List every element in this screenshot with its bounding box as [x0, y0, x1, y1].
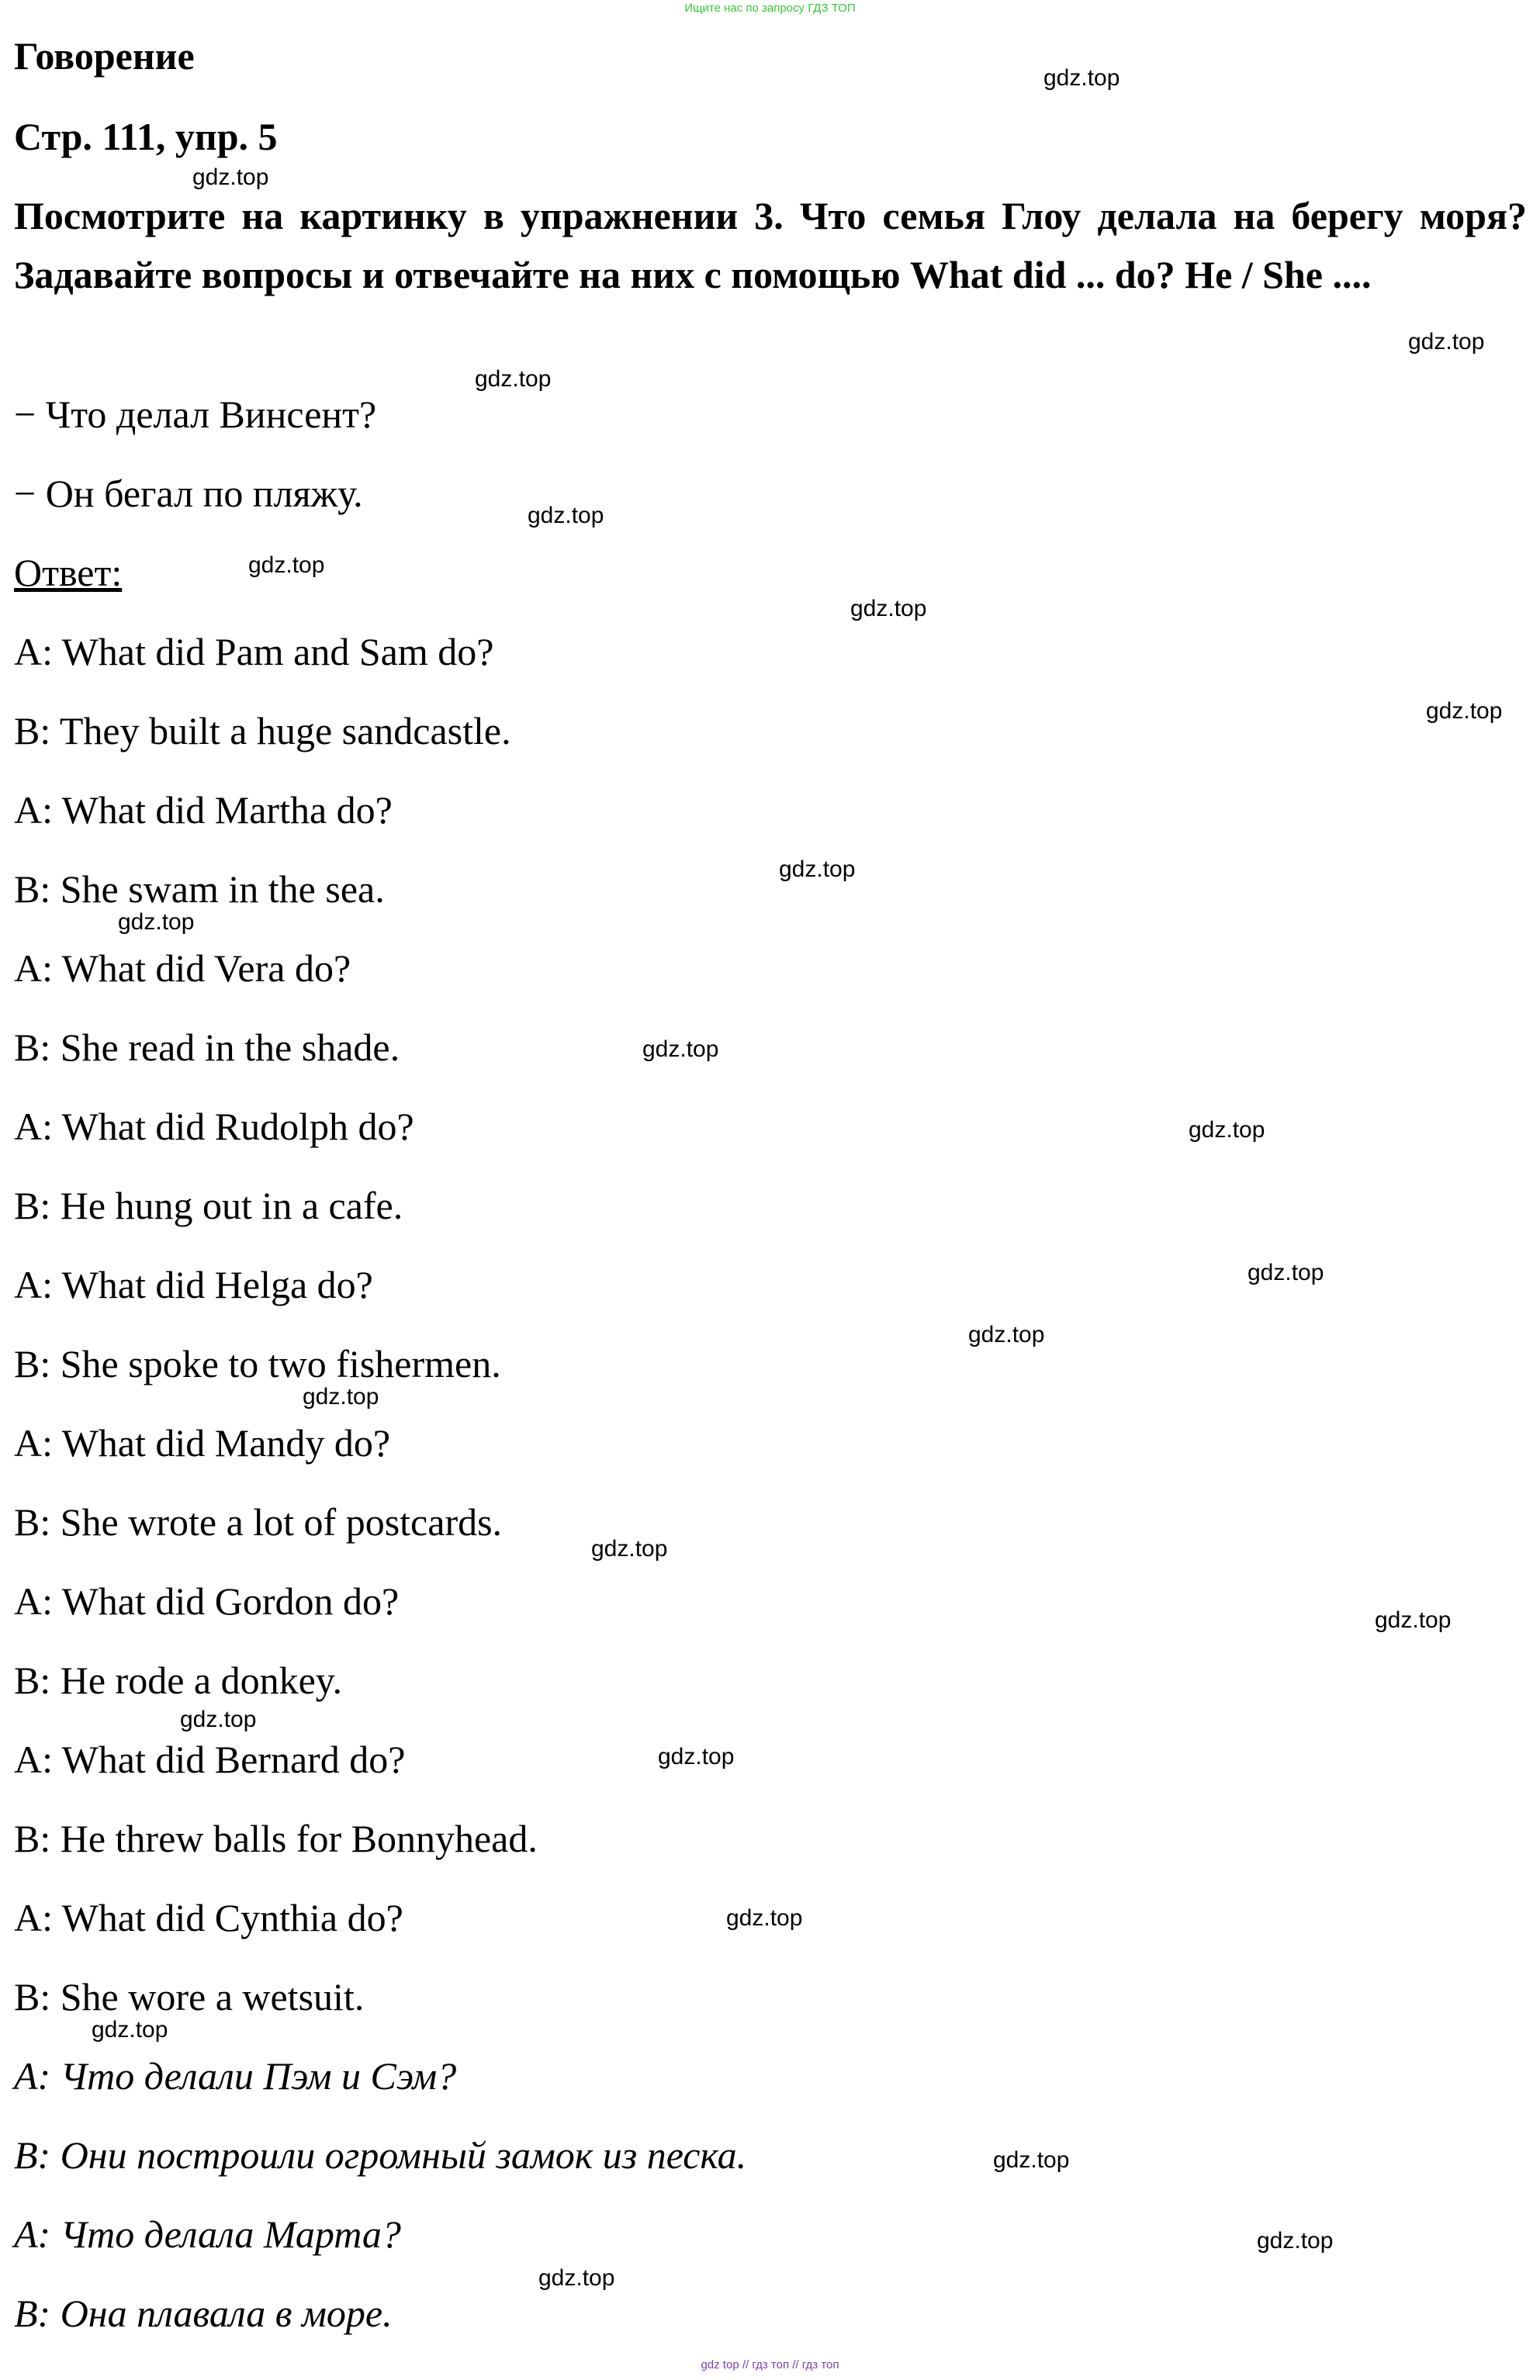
example-answer: − Он бегал по пляжу.: [14, 472, 363, 515]
watermark: gdz.top: [591, 1536, 668, 1562]
watermark: gdz.top: [192, 164, 269, 190]
watermark: gdz.top: [779, 856, 856, 882]
section-heading: Говорение: [14, 34, 195, 78]
translation-line: B: Она плавала в море.: [14, 2292, 393, 2335]
watermark: gdz.top: [642, 1036, 719, 1062]
watermark: gdz.top: [850, 596, 927, 621]
watermark: gdz.top: [180, 1707, 257, 1732]
translation-line: A: Что делала Марта?: [14, 2212, 401, 2256]
translation-line: A: Что делали Пэм и Сэм?: [14, 2054, 457, 2098]
dialogue-line: B: He hung out in a cafe.: [14, 1184, 403, 1227]
watermark: gdz.top: [118, 909, 195, 935]
dialogue-line: A: What did Gordon do?: [14, 1579, 400, 1623]
dialogue-line: A: What did Vera do?: [14, 946, 351, 990]
watermark: gdz.top: [528, 503, 604, 528]
dialogue-line: A: What did Helga do?: [14, 1263, 373, 1306]
watermark: gdz.top: [303, 1384, 379, 1410]
answer-label: Ответ:: [14, 551, 123, 594]
watermark: gdz.top: [1248, 1260, 1324, 1285]
watermark: gdz.top: [92, 2017, 168, 2043]
translation-line: B: Они построили огромный замок из песка.: [14, 2133, 747, 2177]
dialogue-line: B: She spoke to two fishermen.: [14, 1342, 501, 1385]
watermark: gdz.top: [538, 2265, 615, 2291]
top-banner: Ищите нас по запросу ГДЗ ТОП: [684, 2, 856, 15]
watermark: gdz.top: [1189, 1117, 1265, 1143]
watermark: gdz.top: [1043, 65, 1120, 91]
dialogue-line: B: She wore a wetsuit.: [14, 1975, 365, 2019]
watermark: gdz.top: [1408, 329, 1485, 355]
watermark: gdz.top: [993, 2147, 1070, 2173]
watermark: gdz.top: [1257, 2228, 1334, 2254]
dialogue-line: B: She read in the shade.: [14, 1026, 400, 1069]
watermark: gdz.top: [1375, 1607, 1452, 1633]
dialogue-line: A: What did Mandy do?: [14, 1421, 391, 1465]
dialogue-line: A: What did Cynthia do?: [14, 1896, 403, 1939]
watermark: gdz.top: [658, 1744, 735, 1769]
dialogue-line: B: She wrote a lot of postcards.: [14, 1500, 503, 1544]
watermark: gdz.top: [248, 552, 325, 578]
bottom-banner: gdz top // гдз топ // гдз топ: [701, 2358, 839, 2371]
watermark: gdz.top: [726, 1905, 803, 1931]
watermark: gdz.top: [968, 1322, 1045, 1347]
dialogue-line: A: What did Martha do?: [14, 788, 393, 832]
watermark: gdz.top: [475, 366, 552, 392]
example-question: − Что делал Винсент?: [14, 393, 377, 436]
exercise-reference: Стр. 111, упр. 5: [14, 115, 278, 158]
dialogue-line: B: They built a huge sandcastle.: [14, 709, 511, 752]
dialogue-line: A: What did Pam and Sam do?: [14, 630, 494, 673]
dialogue-line: B: She swam in the sea.: [14, 867, 385, 911]
dialogue-line: B: He threw balls for Bonnyhead.: [14, 1817, 538, 1860]
dialogue-line: A: What did Rudolph do?: [14, 1105, 414, 1148]
watermark: gdz.top: [1426, 698, 1503, 724]
task-text: Посмотрите на картинку в упражнении 3. Что семья Глоу делала на берегу моря? Задавайте вопросы и отвечайте на них с помощью What did ... do? He / She ....: [14, 194, 1527, 296]
dialogue-line: A: What did Bernard do?: [14, 1738, 406, 1781]
dialogue-line: B: He rode a donkey.: [14, 1659, 343, 1702]
